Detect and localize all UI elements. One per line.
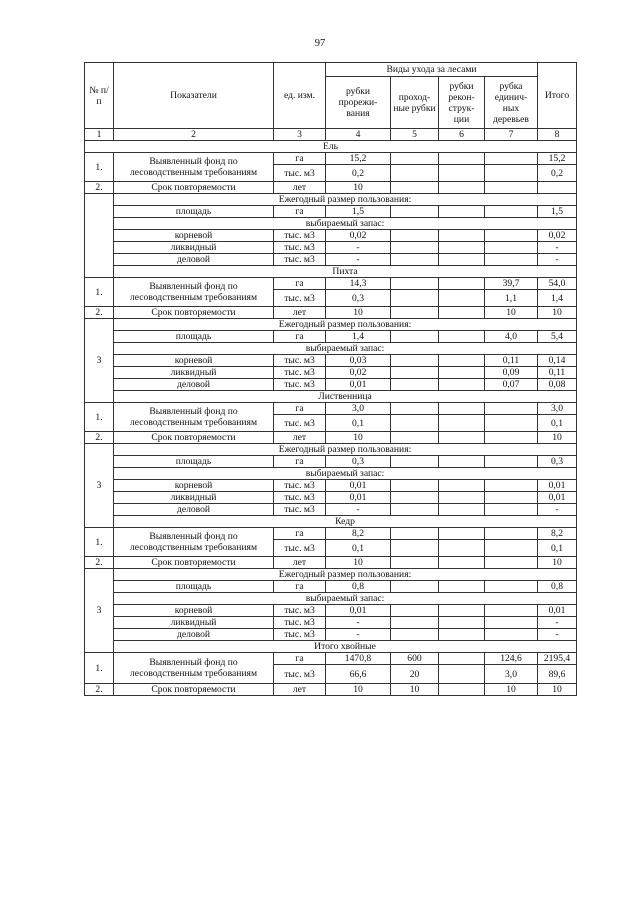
- value-cell: [485, 540, 538, 557]
- value-cell: [391, 540, 439, 557]
- value-cell: [439, 379, 485, 391]
- unit-cell: тыс. м3: [274, 230, 326, 242]
- value-cell: [391, 242, 439, 254]
- value-cell: [391, 480, 439, 492]
- unit-cell: га: [274, 331, 326, 343]
- value-cell: 10: [326, 182, 391, 194]
- value-cell: 0,02: [326, 367, 391, 379]
- value-cell: [439, 617, 485, 629]
- col-num-header: № п/п: [85, 63, 114, 129]
- value-cell: [439, 605, 485, 617]
- value-cell: [485, 557, 538, 569]
- value-cell: 3,0: [326, 403, 391, 415]
- unit-cell: тыс. м3: [274, 290, 326, 307]
- value-cell: [485, 504, 538, 516]
- col-number: 8: [538, 129, 577, 141]
- unit-cell: тыс. м3: [274, 617, 326, 629]
- row-number: [85, 194, 114, 278]
- value-cell: [485, 182, 538, 194]
- total-cell: 0,14: [538, 355, 577, 367]
- annual-usage-label: Ежегодный размер пользования:: [114, 569, 577, 581]
- commercial-label: деловой: [114, 504, 274, 516]
- value-cell: [391, 153, 439, 165]
- area-label: площадь: [114, 581, 274, 593]
- stock-label: выбираемый запас:: [114, 593, 577, 605]
- total-cell: 10: [538, 307, 577, 319]
- value-cell: 1,5: [326, 206, 391, 218]
- area-label: площадь: [114, 206, 274, 218]
- row-number: 3: [85, 319, 114, 403]
- value-cell: 14,3: [326, 278, 391, 290]
- value-cell: [439, 242, 485, 254]
- value-cell: [439, 432, 485, 444]
- liquid-label: ликвидный: [114, 492, 274, 504]
- value-cell: [439, 629, 485, 641]
- unit-cell: тыс. м3: [274, 540, 326, 557]
- unit-cell: тыс. м3: [274, 480, 326, 492]
- value-cell: 0,01: [326, 492, 391, 504]
- value-cell: [439, 153, 485, 165]
- unit-cell: лет: [274, 307, 326, 319]
- value-cell: 0,03: [326, 355, 391, 367]
- unit-cell: тыс. м3: [274, 504, 326, 516]
- value-cell: 3,0: [485, 665, 538, 684]
- value-cell: 10: [391, 684, 439, 696]
- liquid-label: ликвидный: [114, 367, 274, 379]
- value-cell: 10: [326, 432, 391, 444]
- value-cell: [439, 492, 485, 504]
- value-cell: [485, 617, 538, 629]
- value-cell: [485, 629, 538, 641]
- value-cell: [391, 307, 439, 319]
- total-cell: 54,0: [538, 278, 577, 290]
- value-cell: [439, 182, 485, 194]
- value-cell: [391, 331, 439, 343]
- value-cell: 4,0: [485, 331, 538, 343]
- period-label: Срок повторяемости: [114, 557, 274, 569]
- value-cell: [439, 331, 485, 343]
- row-number: 1.: [85, 153, 114, 182]
- col-number: 7: [485, 129, 538, 141]
- value-cell: [439, 230, 485, 242]
- value-cell: [391, 504, 439, 516]
- value-cell: 0,11: [485, 355, 538, 367]
- row-number: 2.: [85, 557, 114, 569]
- row-number: 2.: [85, 182, 114, 194]
- value-cell: [391, 165, 439, 182]
- col-unit-header: ед. изм.: [274, 63, 326, 129]
- value-cell: [391, 415, 439, 432]
- value-cell: [439, 254, 485, 266]
- root-label: корневой: [114, 605, 274, 617]
- total-cell: -: [538, 254, 577, 266]
- total-cell: 0,08: [538, 379, 577, 391]
- unit-cell: га: [274, 206, 326, 218]
- total-cell: 89,6: [538, 665, 577, 684]
- value-cell: 15,2: [326, 153, 391, 165]
- fund-label: Выявленный фонд по лесоводственным требованиям: [114, 278, 274, 307]
- col-number: 6: [439, 129, 485, 141]
- unit-cell: тыс. м3: [274, 367, 326, 379]
- value-cell: 0,2: [326, 165, 391, 182]
- value-cell: 0,01: [326, 480, 391, 492]
- unit-cell: га: [274, 581, 326, 593]
- col-number: 1: [85, 129, 114, 141]
- value-cell: 0,3: [326, 290, 391, 307]
- value-cell: [439, 581, 485, 593]
- total-cell: 0,3: [538, 456, 577, 468]
- period-label: Срок повторяемости: [114, 182, 274, 194]
- value-cell: 0,1: [326, 415, 391, 432]
- row-number: 2.: [85, 432, 114, 444]
- value-cell: [391, 290, 439, 307]
- unit-cell: тыс. м3: [274, 355, 326, 367]
- value-cell: -: [326, 254, 391, 266]
- value-cell: [391, 432, 439, 444]
- value-cell: [391, 605, 439, 617]
- value-cell: 10: [326, 684, 391, 696]
- total-cell: 0,01: [538, 605, 577, 617]
- value-cell: 124,6: [485, 653, 538, 665]
- total-cell: 0,1: [538, 415, 577, 432]
- value-cell: [485, 230, 538, 242]
- care-types-group-header: Виды ухода за лесами: [326, 63, 538, 77]
- fund-label: Выявленный фонд по лесоводственным требованиям: [114, 653, 274, 684]
- row-number: 2.: [85, 307, 114, 319]
- period-label: Срок повторяемости: [114, 307, 274, 319]
- value-cell: [439, 206, 485, 218]
- total-cell: 10: [538, 557, 577, 569]
- total-cell: -: [538, 617, 577, 629]
- value-cell: 10: [485, 307, 538, 319]
- root-label: корневой: [114, 355, 274, 367]
- period-label: Срок повторяемости: [114, 684, 274, 696]
- value-cell: [485, 492, 538, 504]
- value-cell: 10: [326, 307, 391, 319]
- total-cell: 0,2: [538, 165, 577, 182]
- col-number: 2: [114, 129, 274, 141]
- total-cell: 0,02: [538, 230, 577, 242]
- period-label: Срок повторяемости: [114, 432, 274, 444]
- species-section-title: Ель: [85, 141, 577, 153]
- value-cell: [439, 367, 485, 379]
- unit-cell: тыс. м3: [274, 492, 326, 504]
- total-cell: -: [538, 504, 577, 516]
- value-cell: 0,8: [326, 581, 391, 593]
- value-cell: 0,09: [485, 367, 538, 379]
- value-cell: 10: [326, 557, 391, 569]
- value-cell: -: [326, 504, 391, 516]
- value-cell: [391, 206, 439, 218]
- total-cell: 2195,4: [538, 653, 577, 665]
- stock-label: выбираемый запас:: [114, 218, 577, 230]
- total-cell: 0,11: [538, 367, 577, 379]
- value-cell: [485, 528, 538, 540]
- value-cell: [439, 684, 485, 696]
- value-cell: [439, 355, 485, 367]
- area-label: площадь: [114, 456, 274, 468]
- unit-cell: лет: [274, 182, 326, 194]
- unit-cell: тыс. м3: [274, 629, 326, 641]
- unit-cell: лет: [274, 684, 326, 696]
- unit-cell: тыс. м3: [274, 165, 326, 182]
- value-cell: [391, 581, 439, 593]
- value-cell: [439, 278, 485, 290]
- commercial-label: деловой: [114, 379, 274, 391]
- value-cell: [485, 153, 538, 165]
- unit-cell: га: [274, 456, 326, 468]
- value-cell: [391, 367, 439, 379]
- col-indicators-header: Показатели: [114, 63, 274, 129]
- liquid-label: ликвидный: [114, 617, 274, 629]
- value-cell: [439, 403, 485, 415]
- fund-label: Выявленный фонд по лесоводственным требованиям: [114, 153, 274, 182]
- value-cell: [485, 456, 538, 468]
- total-cell: 5,4: [538, 331, 577, 343]
- value-cell: -: [326, 617, 391, 629]
- row-number: 3: [85, 569, 114, 653]
- value-cell: [485, 415, 538, 432]
- value-cell: [391, 182, 439, 194]
- total-cell: 0,01: [538, 492, 577, 504]
- total-cell: [538, 182, 577, 194]
- annual-usage-label: Ежегодный размер пользования:: [114, 194, 577, 206]
- value-cell: [485, 480, 538, 492]
- value-cell: [391, 492, 439, 504]
- col-thinning-header: рубки прорежи-вания: [326, 77, 391, 129]
- value-cell: [439, 528, 485, 540]
- value-cell: [391, 403, 439, 415]
- value-cell: 10: [485, 684, 538, 696]
- stock-label: выбираемый запас:: [114, 468, 577, 480]
- value-cell: 8,2: [326, 528, 391, 540]
- total-cell: 10: [538, 684, 577, 696]
- value-cell: [391, 355, 439, 367]
- value-cell: [391, 230, 439, 242]
- unit-cell: га: [274, 653, 326, 665]
- value-cell: [439, 415, 485, 432]
- unit-cell: тыс. м3: [274, 605, 326, 617]
- value-cell: 66,6: [326, 665, 391, 684]
- unit-cell: тыс. м3: [274, 254, 326, 266]
- total-cell: 10: [538, 432, 577, 444]
- total-cell: 0,8: [538, 581, 577, 593]
- row-number: 1.: [85, 403, 114, 432]
- value-cell: [391, 278, 439, 290]
- value-cell: [439, 653, 485, 665]
- value-cell: [485, 254, 538, 266]
- value-cell: [439, 557, 485, 569]
- value-cell: 0,07: [485, 379, 538, 391]
- value-cell: 1470,8: [326, 653, 391, 665]
- value-cell: [391, 617, 439, 629]
- stock-label: выбираемый запас:: [114, 343, 577, 355]
- value-cell: [485, 432, 538, 444]
- total-cell: 3,0: [538, 403, 577, 415]
- value-cell: [439, 165, 485, 182]
- total-cell: 1,4: [538, 290, 577, 307]
- value-cell: 0,1: [326, 540, 391, 557]
- unit-cell: лет: [274, 432, 326, 444]
- root-label: корневой: [114, 480, 274, 492]
- total-cell: 0,1: [538, 540, 577, 557]
- col-passing-header: проход-ные рубки: [391, 77, 439, 129]
- species-section-title: Лиственница: [114, 391, 577, 403]
- root-label: корневой: [114, 230, 274, 242]
- value-cell: [391, 379, 439, 391]
- value-cell: [391, 629, 439, 641]
- commercial-label: деловой: [114, 254, 274, 266]
- unit-cell: га: [274, 403, 326, 415]
- value-cell: [439, 456, 485, 468]
- value-cell: [485, 403, 538, 415]
- col-number: 3: [274, 129, 326, 141]
- value-cell: 1,4: [326, 331, 391, 343]
- value-cell: 1,1: [485, 290, 538, 307]
- value-cell: [439, 540, 485, 557]
- row-number: 3: [85, 444, 114, 528]
- commercial-label: деловой: [114, 629, 274, 641]
- unit-cell: га: [274, 278, 326, 290]
- value-cell: [485, 605, 538, 617]
- unit-cell: лет: [274, 557, 326, 569]
- fund-label: Выявленный фонд по лесоводственным требованиям: [114, 528, 274, 557]
- col-number: 5: [391, 129, 439, 141]
- value-cell: 0,3: [326, 456, 391, 468]
- col-reconstruction-header: рубки рекон-струк-ции: [439, 77, 485, 129]
- unit-cell: тыс. м3: [274, 242, 326, 254]
- total-cell: 8,2: [538, 528, 577, 540]
- value-cell: [485, 242, 538, 254]
- species-section-title: Кедр: [114, 516, 577, 528]
- total-cell: 0,01: [538, 480, 577, 492]
- value-cell: 20: [391, 665, 439, 684]
- unit-cell: га: [274, 528, 326, 540]
- page-number: 97: [314, 38, 326, 49]
- value-cell: [391, 528, 439, 540]
- value-cell: [391, 254, 439, 266]
- col-single-trees-header: рубка единич-ных деревьев: [485, 77, 538, 129]
- unit-cell: тыс. м3: [274, 665, 326, 684]
- total-cell: 15,2: [538, 153, 577, 165]
- total-cell: -: [538, 242, 577, 254]
- value-cell: -: [326, 242, 391, 254]
- value-cell: [439, 665, 485, 684]
- area-label: площадь: [114, 331, 274, 343]
- value-cell: [391, 456, 439, 468]
- unit-cell: тыс. м3: [274, 379, 326, 391]
- value-cell: [391, 557, 439, 569]
- value-cell: 0,01: [326, 379, 391, 391]
- value-cell: 0,02: [326, 230, 391, 242]
- species-section-title: Пихта: [114, 266, 577, 278]
- row-number: 2.: [85, 684, 114, 696]
- annual-usage-label: Ежегодный размер пользования:: [114, 444, 577, 456]
- liquid-label: ликвидный: [114, 242, 274, 254]
- value-cell: [485, 165, 538, 182]
- forest-care-table: [84, 62, 577, 696]
- value-cell: [485, 581, 538, 593]
- value-cell: [485, 206, 538, 218]
- value-cell: 39,7: [485, 278, 538, 290]
- total-cell: -: [538, 629, 577, 641]
- col-total-header: Итого: [538, 63, 577, 129]
- col-number: 4: [326, 129, 391, 141]
- value-cell: [439, 307, 485, 319]
- value-cell: [439, 290, 485, 307]
- annual-usage-label: Ежегодный размер пользования:: [114, 319, 577, 331]
- row-number: 1.: [85, 653, 114, 684]
- value-cell: [439, 504, 485, 516]
- value-cell: [439, 480, 485, 492]
- unit-cell: тыс. м3: [274, 415, 326, 432]
- row-number: 1.: [85, 528, 114, 557]
- unit-cell: га: [274, 153, 326, 165]
- species-section-title: Итого хвойные: [114, 641, 577, 653]
- total-cell: 1,5: [538, 206, 577, 218]
- value-cell: -: [326, 629, 391, 641]
- value-cell: 0,01: [326, 605, 391, 617]
- value-cell: 600: [391, 653, 439, 665]
- fund-label: Выявленный фонд по лесоводственным требованиям: [114, 403, 274, 432]
- row-number: 1.: [85, 278, 114, 307]
